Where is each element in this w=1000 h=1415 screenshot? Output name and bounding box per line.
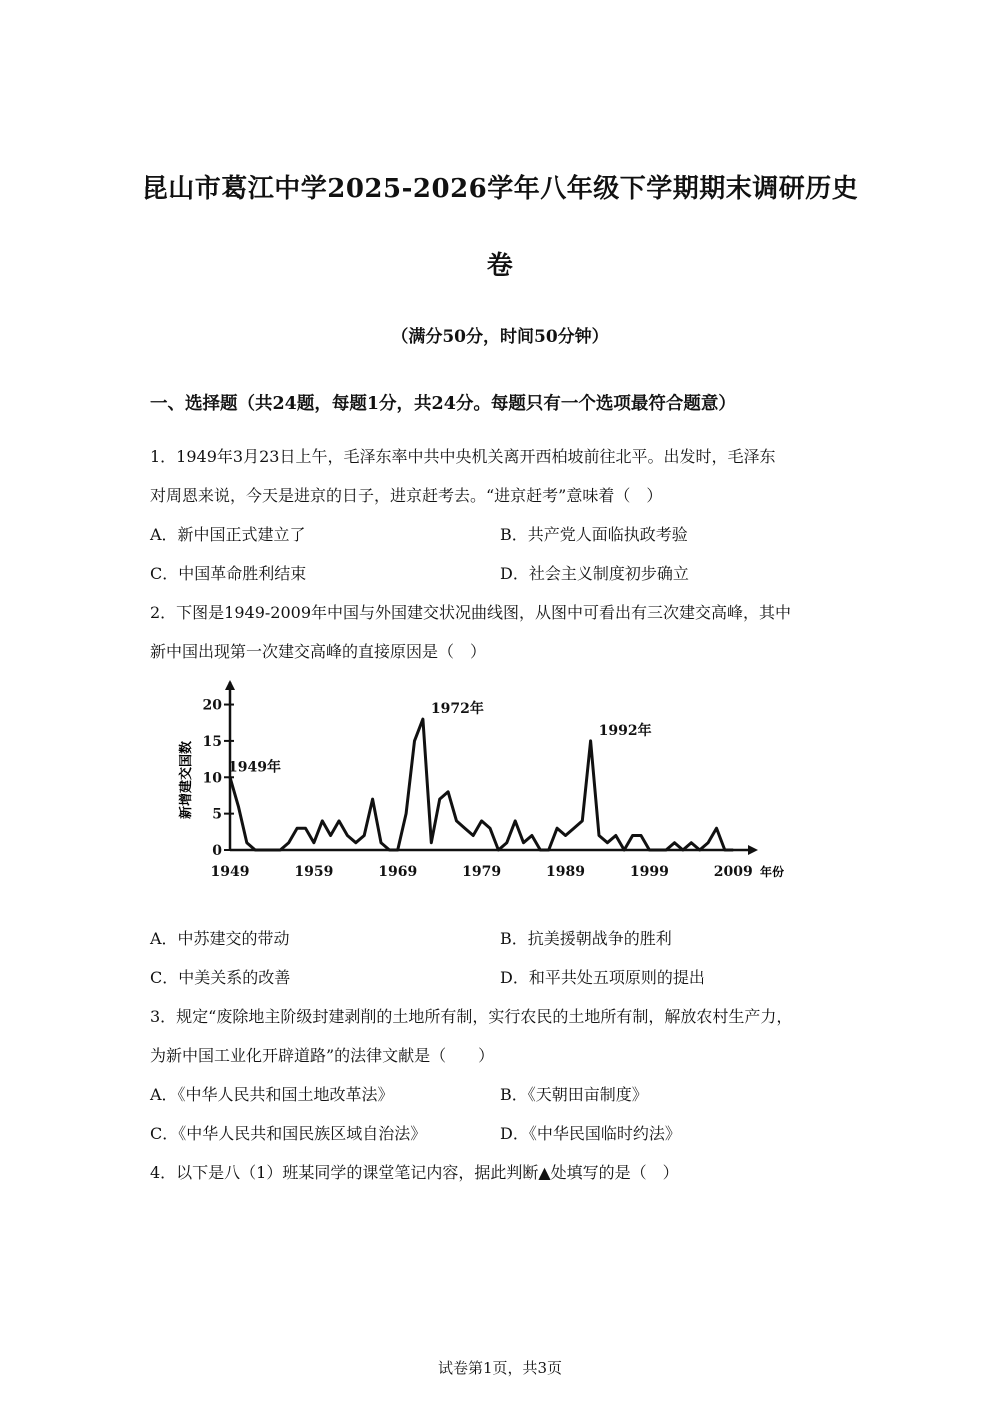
question-4-line-1: 4．以下是八（1）班某同学的课堂笔记内容，据此判断▲处填写的是（ ） (150, 1163, 679, 1182)
diplomatic-relations-chart (170, 680, 810, 895)
x-axis-arrow (748, 845, 758, 855)
question-2-line-2: 新中国出现第一次建交高峰的直接原因是（ ） (150, 642, 487, 661)
x-tick-label: 2009 (713, 864, 753, 880)
exam-subtitle: （满分50分，时间50分钟） (391, 327, 609, 347)
x-tick-label: 1969 (378, 864, 418, 880)
annotation-1949: 1949年 (228, 759, 281, 776)
question-3-option-c: C．《中华人民共和国民族区域自治法》 (150, 1124, 427, 1143)
x-axis-label: 年份 (760, 865, 785, 879)
x-tick-label: 1999 (629, 864, 669, 880)
question-3-option-a: A．《中华人民共和国土地改革法》 (150, 1085, 394, 1104)
exam-title-line2: 卷 (486, 251, 514, 281)
x-ticks (211, 864, 753, 880)
page-footer: 试卷第1页，共3页 (437, 1359, 563, 1377)
question-1-line-1: 1．1949年3月23日上午，毛泽东率中共中央机关离开西柏坡前往北平。出发时，毛泽东 (150, 447, 776, 466)
y-tick-label: 5 (212, 806, 222, 823)
y-tick-label: 10 (202, 770, 222, 787)
series-line (230, 719, 733, 850)
question-3-line-1: 3．规定“废除地主阶级封建剥削的土地所有制，实行农民的土地所有制，解放农村生产力， (150, 1007, 793, 1026)
y-tick-label: 20 (202, 697, 222, 714)
exam-title-line1: 昆山市葛江中学2025-2026学年八年级下学期期末调研历史 (141, 174, 859, 204)
x-tick-label: 1979 (462, 864, 502, 880)
question-2-option-c: C．中美关系的改善 (150, 968, 291, 987)
question-1-option-c: C．中国革命胜利结束 (150, 564, 307, 583)
chart-svg (170, 680, 810, 895)
question-1-option-b: B．共产党人面临执政考验 (500, 525, 688, 544)
question-1-option-d: D．社会主义制度初步确立 (500, 564, 689, 583)
y-axis-label: 新增建交国数 (179, 740, 194, 820)
question-3-line-2: 为新中国工业化开辟道路”的法律文献是（ ） (150, 1046, 495, 1065)
question-2-option-a: A．中苏建交的带动 (150, 929, 290, 948)
x-tick-label: 1949 (210, 864, 250, 880)
question-2-option-b: B．抗美援朝战争的胜利 (500, 929, 672, 948)
y-tick-label: 15 (202, 733, 222, 750)
x-tick-label: 1959 (294, 864, 334, 880)
question-2-line-1: 2．下图是1949-2009年中国与外国建交状况曲线图，从图中可看出有三次建交高峰，其中 (150, 603, 792, 622)
annotation-1972: 1972年 (430, 701, 484, 718)
question-1-line-2: 对周恩来说，今天是进京的日子，进京赶考去。“进京赶考”意味着（ ） (150, 486, 663, 505)
section-heading: 一、选择题（共24题，每题1分，共24分。每题只有一个选项最符合题意） (150, 394, 736, 414)
annotation-1992: 1992年 (598, 722, 652, 739)
question-1-option-a: A．新中国正式建立了 (150, 525, 306, 544)
question-2-option-d: D．和平共处五项原则的提出 (500, 968, 705, 987)
question-3-option-d: D．《中华民国临时约法》 (500, 1124, 681, 1143)
y-tick-label: 0 (212, 843, 222, 859)
question-3-option-b: B．《天朝田亩制度》 (500, 1085, 648, 1104)
x-tick-label: 1989 (545, 864, 585, 880)
y-axis-arrow (225, 680, 235, 690)
